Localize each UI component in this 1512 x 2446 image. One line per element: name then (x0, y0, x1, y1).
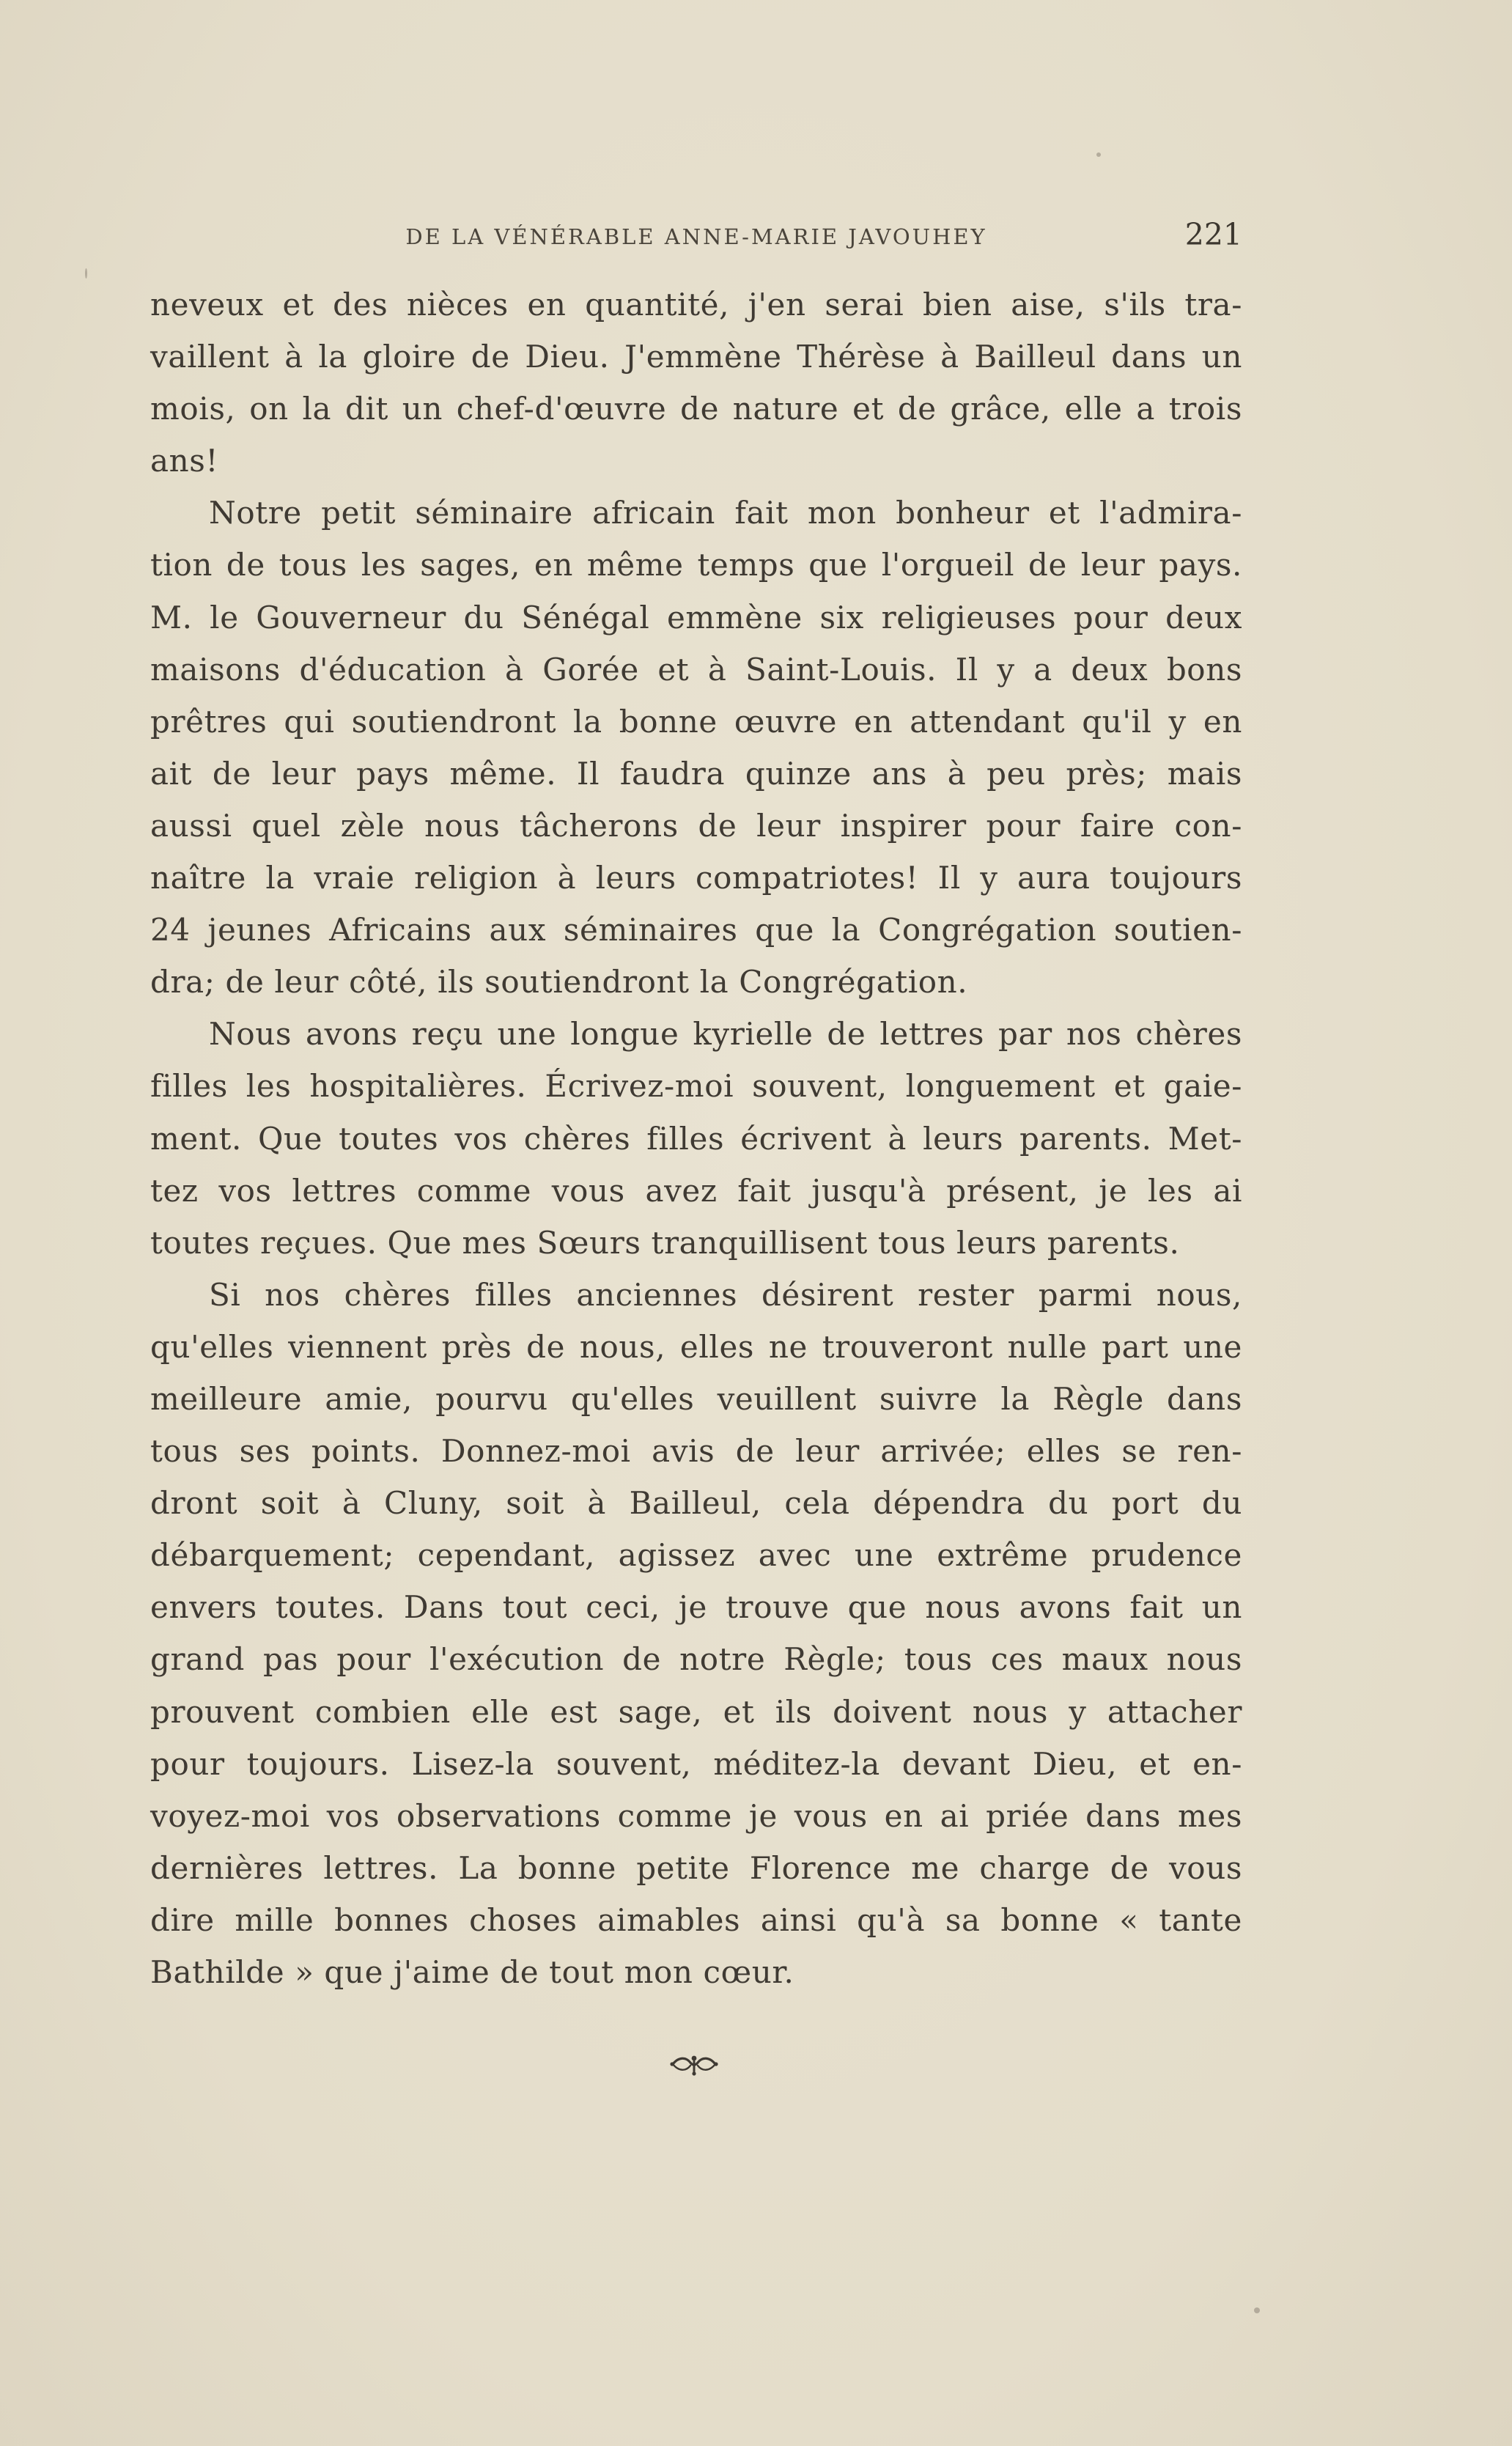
text-line: prouvent combien elle est sage, et ils doivent nous y attacher (150, 1693, 1242, 1730)
text-line: ait de leur pays même. Il faudra quinze ans à peu près; mais (150, 755, 1242, 792)
text-line: grand pas pour l'exécution de notre Règle; tous ces maux nous (150, 1641, 1242, 1678)
text-line: meilleure amie, pourvu qu'elles veuillent suivre la Règle dans (150, 1380, 1242, 1417)
text-line: Nous avons reçu une longue kyrielle de lettres par nos chères (209, 1016, 1242, 1053)
text-line: voyez-moi vos observations comme je vous en ai priée dans mes (150, 1797, 1242, 1834)
text-line: M. le Gouverneur du Sénégal emmène six religieuses pour deux (150, 599, 1242, 636)
text-line: débarquement; cependant, agissez avec une extrême prudence (150, 1537, 1242, 1574)
text-line: tez vos lettres comme vous avez fait jusqu'à présent, je les ai (150, 1172, 1242, 1209)
text-line: pour toujours. Lisez-la souvent, méditez-la devant Dieu, et en- (150, 1745, 1242, 1782)
text-line: Si nos chères filles anciennes désirent rester parmi nous, (209, 1276, 1242, 1313)
text-line: aussi quel zèle nous tâcherons de leur inspirer pour faire con- (150, 807, 1242, 844)
text-line: tion de tous les sages, en même temps que l'orgueil de leur pays. (150, 547, 1242, 583)
text-line: dernières lettres. La bonne petite Florence me charge de vous (150, 1849, 1242, 1886)
text-line: dront soit à Cluny, soit à Bailleul, cela dépendra du port du (150, 1485, 1242, 1522)
text-line: vaillent à la gloire de Dieu. J'emmène Thérèse à Bailleul dans un (150, 339, 1242, 375)
text-line: Bathilde » que j'aime de tout mon cœur. (150, 1954, 794, 1990)
text-line: toutes reçues. Que mes Sœurs tranquillisent tous leurs parents. (150, 1224, 1180, 1261)
text-line: ment. Que toutes vos chères filles écrivent à leurs parents. Met- (150, 1120, 1242, 1157)
paper-speck (1096, 152, 1101, 157)
text-line: 24 jeunes Africains aux séminaires que la Congrégation soutien- (150, 912, 1242, 948)
text-line: maisons d'éducation à Gorée et à Saint-Louis. Il y a deux bons (150, 651, 1242, 688)
text-line: Notre petit séminaire africain fait mon bonheur et l'admira- (209, 495, 1242, 531)
text-line: envers toutes. Dans tout ceci, je trouve que nous avons fait un (150, 1589, 1242, 1626)
paper-speck (85, 268, 87, 279)
running-title: DE LA VÉNÉRABLE ANNE-MARIE JAVOUHEY (405, 224, 987, 249)
text-line: dire mille bonnes choses aimables ainsi qu'à sa bonne « tante (150, 1901, 1242, 1938)
text-line: ans! (150, 443, 218, 479)
body-text (150, 279, 1242, 1998)
fleuron-icon (668, 2051, 720, 2077)
text-line: dra; de leur côté, ils soutiendront la Congrégation. (150, 964, 968, 1001)
text-line: prêtres qui soutiendront la bonne œuvre en attendant qu'il y en (150, 703, 1242, 740)
text-line: neveux et des nièces en quantité, j'en serai bien aise, s'ils tra- (150, 287, 1242, 323)
text-line: mois, on la dit un chef-d'œuvre de nature et de grâce, elle a trois (150, 391, 1242, 427)
page-number: 221 (1184, 217, 1242, 252)
paper-speck (1254, 2307, 1260, 2313)
text-line: naître la vraie religion à leurs compatriotes! Il y aura toujours (150, 860, 1242, 896)
running-head (150, 217, 1242, 254)
text-line: filles les hospitalières. Écrivez-moi souvent, longuement et gaie- (150, 1068, 1242, 1105)
text-line: tous ses points. Donnez-moi avis de leur arrivée; elles se ren- (150, 1433, 1242, 1470)
text-line: qu'elles viennent près de nous, elles ne trouveront nulle part une (150, 1328, 1242, 1365)
